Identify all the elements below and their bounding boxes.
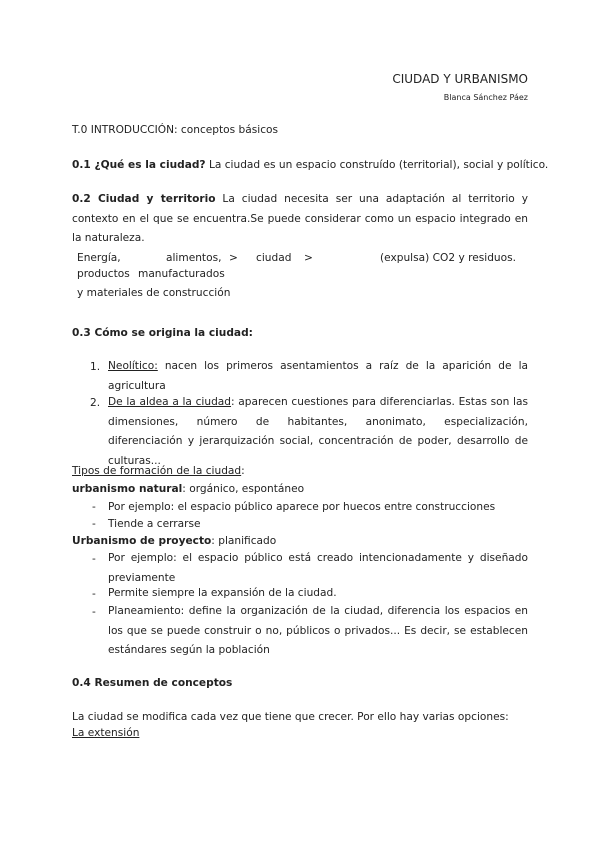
list-item: Tiende a cerrarse <box>108 518 201 530</box>
list-item-text: : aparecen cuestiones para diferenciarlas. Estas son las dimensiones, número de habitantes, anonimato, especialización, diferenciación y jerarquización social, concentración de poder, desarrollo de culturas... <box>108 396 528 467</box>
section-01 <box>72 159 548 171</box>
list-item: Planeamiento: define la organización de la ciudad, diferencia los espacios en los que se puede construir o no, públicos o privados... Es decir, se establecen estándares según la población <box>108 605 528 656</box>
natural-urbanism-text: : orgánico, espontáneo <box>182 483 305 495</box>
section-02-text: La ciudad necesita ser una adaptación al territorio y contexto en el que se encuentra.Se puede considerar como un espacio integrado en la naturaleza. <box>72 193 528 244</box>
flow-input-energy: Energía, <box>77 252 121 264</box>
list-item-number: 2. <box>90 397 101 409</box>
flow-input-manufactured: manufacturados <box>138 268 225 280</box>
dash-bullet: - <box>92 606 96 618</box>
list-item-text: nacen los primeros asentamientos a raíz de la aparición de la agricultura <box>108 360 528 392</box>
project-urbanism-text: : planificado <box>211 535 277 547</box>
flow-output: (expulsa) CO2 y residuos. <box>380 252 517 264</box>
dash-bullet: - <box>92 588 96 600</box>
list-item-body <box>108 393 528 471</box>
list-item-body <box>108 357 528 396</box>
section-04-label: 0.4 Resumen de conceptos <box>72 677 233 689</box>
formation-heading-text: Tipos de formación de la ciudad <box>72 465 242 477</box>
project-urbanism <box>72 535 276 547</box>
list-item-term: Neolítico: <box>108 360 158 372</box>
dash-bullet: - <box>92 501 96 513</box>
dash-bullet: - <box>92 553 96 565</box>
list-item: Permite siempre la expansión de la ciudad. <box>108 587 337 599</box>
flow-arrow-1: > <box>229 252 238 264</box>
section-03-heading <box>72 327 253 339</box>
list-item-number: 1. <box>90 361 101 373</box>
list-item: Por ejemplo: el espacio público está creado intencionadamente y diseñado previamente <box>108 552 528 584</box>
formation-heading-colon: : <box>241 465 245 477</box>
section-04-subheading <box>72 727 139 739</box>
section-02-label: 0.2 Ciudad y territorio <box>72 193 216 205</box>
flow-middle-city: ciudad <box>256 252 292 264</box>
natural-urbanism-label: urbanismo natural <box>72 483 183 495</box>
project-urbanism-label: Urbanismo de proyecto <box>72 535 212 547</box>
list-item: Por ejemplo: el espacio público aparece por huecos entre construcciones <box>108 501 496 513</box>
section-01-text: La ciudad es un espacio construído (territorial), social y político. <box>205 159 549 171</box>
formation-heading <box>72 465 245 477</box>
section-02 <box>72 190 528 249</box>
section-04-heading <box>72 677 232 689</box>
section-03-label: 0.3 Cómo se origina la ciudad: <box>72 327 253 339</box>
flow-input-products: productos <box>77 268 130 280</box>
document-author: Blanca Sánchez Páez <box>443 93 528 102</box>
flow-input-food: alimentos, <box>166 252 222 264</box>
extension-subheading: La extensión <box>72 727 140 739</box>
natural-urbanism <box>72 483 304 495</box>
list-item-term: De la aldea a la ciudad <box>108 396 232 408</box>
intro-heading: T.0 INTRODUCCIÓN: conceptos básicos <box>72 124 279 136</box>
section-01-label: 0.1 ¿Qué es la ciudad? <box>72 159 206 171</box>
dash-bullet: - <box>92 518 96 530</box>
flow-input-materials: y materiales de construcción <box>77 287 231 299</box>
document-title: CIUDAD Y URBANISMO <box>392 72 528 86</box>
flow-arrow-2: > <box>304 252 313 264</box>
section-04-text: La ciudad se modifica cada vez que tiene que crecer. Por ello hay varias opciones: <box>72 711 509 723</box>
